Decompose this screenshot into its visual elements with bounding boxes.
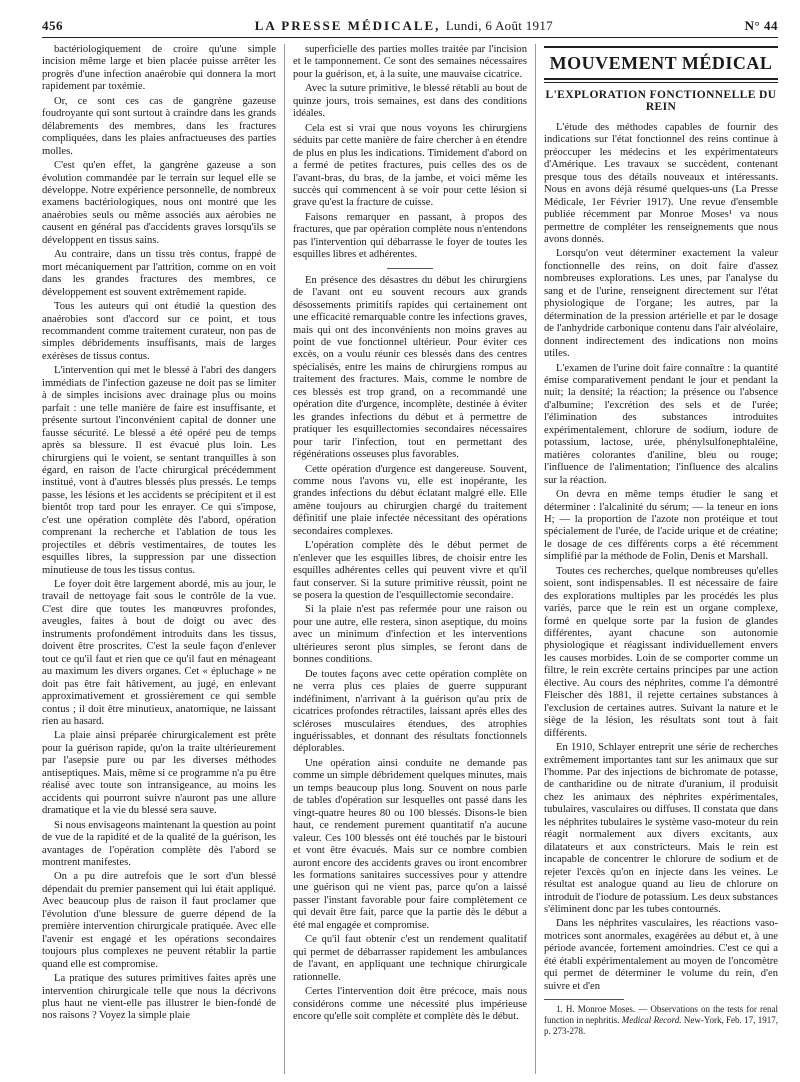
paragraph: Dans les néphrites vasculaires, les réactions vaso-motrices sont anormales, exagérées au début et, à une période avancée, fortement amoindries. C'est ce qui a été établi expérimentalement au moyen de l'oncomètre qui permet de déterminer le volume du rein, d'en suivre et d'en: [544, 918, 778, 992]
paragraph: Ce qu'il faut obtenir c'est un rendement qualitatif qui permet de débarrasser rapidement les ambulances de l'avant, en appliquant une technique chirurgicale rationnelle.: [293, 934, 527, 983]
paragraph: C'est qu'en effet, la gangrène gazeuse a son évolution commandée par le terrain sur lequel elle se développe. Notre expérience personnelle, de nombreux examens bactériologiques, nous ont montré que les anaérobies seuls ou même associés aux aérobies ne causent en général pas d'accidents graves lorsqu'ils se développent en tissus sains.: [42, 160, 276, 246]
footnote-journal: Medical Record.: [621, 1015, 682, 1026]
paragraph: L'examen de l'urine doit faire connaître : la quantité émise comparativement pendant le jour et pendant la nuit; la densité; la réaction; la présence ou l'absence d'albumine; l'excrétion des sels et de l'urée; l'élimination des substances introduites expérimentalement, chlorure de sodium, iodure de potassium, lactose, urée, phénylsulfonephtaléine, matières colorantes d'aniline, bleu ou rouge; l'influence de l'alimentation; l'influence des alcalins sur la réaction.: [544, 362, 778, 486]
paragraph: Une opération ainsi conduite ne demande pas comme un simple débridement quelques minutes, mais un temps beaucoup plus long. Souvent on nous parle de tables d'opération sur lesquelles ont passé dans les vingt-quatre heures 80 ou 100 blessés. Disons-le bien haut, ce rendement purement quantitatif n'a aucune valeur. Ces 100 blessés ont été touchés par le bistouri et vont être évacués. Mais sur ce nombre combien auront encore des accidents graves ou iront encombrer les formations sanitaires successives pour y attendre une guérison qui ne vient pas, parce qu'on a laissé passer l'instant favorable pour faire complètement ce qui devait être fait, parce que la partie dès le début a été mal engagée et compromise.: [293, 757, 527, 931]
paragraph: Cette opération d'urgence est dangereuse. Souvent, comme nous l'avons vu, elle est inopérante, les grandes infections du début éclatant malgré elle. Elle amène toujours au chirurgien chargé du traitement définitif une plaie infectée nécessitant des opérations secondaires complexes.: [293, 463, 527, 537]
paragraph: bactériologiquement de croire qu'une simple incision même large et bien placée puisse arrêter les progrès d'une infection anaérobie qui donnera la mort rapidement par toxémie.: [42, 44, 276, 93]
section-title: MOUVEMENT MÉDICAL: [549, 53, 773, 73]
page-header: [42, 18, 778, 38]
text-columns: [42, 44, 778, 1074]
section-rule-bottom: [544, 78, 778, 80]
issue-date: Lundi, 6 Août 1917: [445, 18, 553, 33]
footnote-ref: New-York, Feb. 17, 1917, p. 273-278.: [544, 1015, 778, 1037]
paragraph: Cela est si vrai que nous voyons les chirurgiens séduits par cette manière de faire chercher à en étendre de plus en plus les indications. Timidement d'abord on a fermé de petites fractures, puis celles des os de l'avant-bras, du bras, de la jambe, et voici même les succès qui commencent à se voir pour cette lésion si grave qu'est la fracture de cuisse.: [293, 122, 527, 209]
paragraph: On devra en même temps étudier le sang et déterminer : l'alcalinité du sérum; — la teneur en ions H; — la proportion de l'azote non protéique et tout spécialement de l'urée, de l'acide urique et de créatine; le dosage de ces différents corps a été récemment simplifié par la méthode de Folin, Denis et Marshall.: [544, 489, 778, 563]
paragraph: Tous les auteurs qui ont étudié la question des anaérobies sont d'accord sur ce point, et tous recommandent comme traitement curateur, non pas de simples débridements insuffisants, mais de larges exérèses de tissus contus.: [42, 301, 276, 362]
column-2-part-b: [293, 275, 527, 1024]
paragraph: Si nous envisageons maintenant la question au point de vue de la rapidité et de la qualité de la guérison, les avantages de l'opération complète dès l'abord se montrent manifestes.: [42, 819, 276, 868]
paragraph: Avec la suture primitive, le blessé rétabli au bout de quinze jours, trois semaines, est dans des conditions idéales.: [293, 83, 527, 120]
paragraph: La pratique des sutures primitives faites après une intervention chirurgicale telle que nous la décrivons plus haut ne vient-elle pas illustrer le bien-fondé de nos raisons ? Voyez la simple plaie: [42, 973, 276, 1022]
section-rule-thin: [544, 82, 778, 83]
page-number: 456: [42, 18, 63, 33]
paragraph: Au contraire, dans un tissu très contus, frappé de mort mécaniquement par l'attrition, comme on en voit dans les grandes fractures des membres, ce développement est souvent extrêmement rapide.: [42, 249, 276, 298]
paragraph: L'étude des méthodes capables de fournir des indications sur l'état fonctionnel des reins continue à préoccuper les médecins et les expérimentateurs d'Amérique. Les travaux se succèdent, contenant presque tous des détails nouveaux et intéressants. Nous en avons déjà résumé quelques-uns (La Presse Médicale, 1er Février 1917). Une revue d'ensemble publiée récemment par Monroe Moses¹ va nous permettre de compléter les renseignements que nous avons donnés.: [544, 121, 778, 245]
paragraph: De toutes façons avec cette opération complète on ne verra plus ces plaies de guerre suppurant indéfiniment, n'arrivant à la guérison qu'au prix de cicatrices profondes rétractiles, laissant après elles des scléroses musculaires étendues, des atrophies inguérissables, et donnant des résultats fonctionnels déplorables.: [293, 668, 527, 755]
paragraph: L'opération complète dès le début permet de n'enlever que les esquilles libres, de choisir entre les esquilles adhérentes celles qui peuvent vivre et qu'il faut conserver. Si la suture primitive réussit, point ne se posera la question de l'esquillectomie secondaire.: [293, 540, 527, 602]
issue-number: N° 44: [744, 18, 778, 33]
journal-title: [255, 18, 553, 34]
article-title: L'EXPLORATION FONCTIONNELLE DU REIN: [545, 89, 777, 114]
section-divider: [387, 268, 433, 269]
footnote-author: 1. H. Monroe Moses. —: [556, 1004, 648, 1015]
paragraph: Toutes ces recherches, quelque nombreuses qu'elles soient, sont indispensables. Il est nécessaire de faire des explorations multiples par les procédés les plus variés, parce que le rein est un organe complexe, formé en quelque sorte par la fusion de glandes différentes, ayant chacune son autonomie physiologique et réagissant individuellement envers les causes morbides. Loin de se comporter comme un filtre, le rein excrète certains principes par une action élective. Au cours des néphrites, comme l'a démontré Fleischer dès 1881, il rejette certaines substances à l'exclusion de certaines autres. Suivant la nature et le siège de la lésion, les résultats sont tout à fait différents.: [544, 565, 778, 739]
paragraph: Si la plaie n'est pas refermée pour une raison ou pour une autre, elle restera, sinon aseptique, du moins avec un minimum d'infection et les interventions ultérieures seront plus simples, se feront dans de bonnes conditions.: [293, 604, 527, 666]
footnote-rule: [544, 999, 624, 1000]
paragraph: superficielle des parties molles traitée par l'incision et le tamponnement. Ce sont des semaines nécessaires pour la guérison, et, à la suite, une mauvaise cicatrice.: [293, 44, 527, 80]
paragraph: L'intervention qui met le blessé à l'abri des dangers immédiats de l'infection gazeuse ne doit pas se limiter à de simples incisions avec drainage plus ou moins parfait : une telle manière de faire est insuffisante, et présente surtout l'inconvénient capital de donner une fausse sécurité. Le blessé a été opéré peu de temps après sa blessure. Il est évacué plus loin. Les chirurgiens qui le voient, se sentant tranquilles à son égard, en raison de l'acte chirurgical précédemment institué, vont à d'autres blessés plus pressés. Le temps passe, les lésions et les accidents se précipitent et il est bientôt trop tard pour les enrayer. Ce qui s'impose, c'est une opération complète dès l'abord, opération comprenant la recherche et l'ablation de tous les projectiles et débris vestimentaires, de toutes les esquilles libres, la suppression par une dissection minutieuse de tous les tissus contus.: [42, 365, 276, 576]
column-2-part-a: [293, 44, 527, 262]
column-1: [42, 44, 276, 1074]
paragraph: Le foyer doit être largement abordé, mis au jour, le travail de nettoyage fait sous le contrôle de la vue. C'est dire que toutes les manœuvres profondes, aveugles, faites à bout de doigt ou avec des instruments profondément introduits dans les tissus, doivent être proscrites. C'est la seule façon d'enlever tout ce qu'il faut et rien que ce qu'il faut en ménageant au maximum les divers organes. Cet « épluchage » ne doit pas être fait hâtivement, au jugé, en enlevant approximativement et grossièrement ce qui semble contus ; il doit être minutieux, anatomique, ne laissant rien au hasard.: [42, 579, 276, 728]
column-3: [535, 44, 778, 1074]
paragraph: Faisons remarquer en passant, à propos des fractures, que par opération complète nous n'entendons pas l'intervention qui débarrasse le foyer de toutes les esquilles libres et adhérentes.: [293, 211, 527, 261]
paragraph: On a pu dire autrefois que le sort d'un blessé dépendait du premier pansement qui lui était appliqué. Avec beaucoup plus de raison il faut proclamer que l'évolution d'une blessure de guerre dépend de la première intervention chirurgicale pratiquée. Avec elle l'avenir est engagé et les opérations secondaires toujours plus complexes ne peuvent rétablir la partie quand elle est compromise.: [42, 871, 276, 970]
section-rule-top: [544, 46, 778, 48]
column-2: [284, 44, 527, 1074]
article-body: [544, 122, 778, 993]
footnote-text: Observations on the tests for renal function in nephritis.: [544, 1004, 778, 1026]
paragraph: La plaie ainsi préparée chirurgicalement est prête pour la guérison rapide, qu'on la traite ultérieurement par l'asepsie pure ou par les diverses méthodes antiseptiques. Mais, même si ce programme n'a pu être réalisé avec toute son intransigeance, au moins les accidents qui pourront suivre n'auront pas une allure dramatique et la vie du blessé sera sauve.: [42, 730, 276, 817]
journal-name: LA PRESSE MÉDICALE,: [254, 18, 441, 33]
paragraph: Certes l'intervention doit être précoce, mais nous considérons comme une nécessité plus impérieuse encore qu'elle soit complète et complète dès le début.: [293, 986, 527, 1022]
paragraph: En 1910, Schlayer entreprit une série de recherches extrêmement importantes tant sur les animaux que sur l'homme. Par des injections de bichromate de potasse, de cantharidine ou de nitrate d'uranium, il produisit chez les animaux des néphrites expérimentales, tubulaires, vasculaires ou diffuses. Il constata que dans les néphrites tubulaires le système vaso-moteur du rein réagit normalement aux divers excitants, aux dilatateurs et aux constricteurs. Mais le rein est incapable de concentrer le chlorure de sodium et de rejeter l'excès qu'on en injecte dans les veines. Le résultat est analogue quand au lieu de chlorure on introduit de l'iodure de potassium. Les deux substances s'éliminent donc par les tubes contournés.: [544, 742, 778, 915]
paragraph: Or, ce sont ces cas de gangrène gazeuse foudroyante qui sont surtout à craindre dans les grands délabrements des membres, dans les fractures compliquées, dans les plaies anfractueuses des parties molles.: [42, 95, 276, 157]
paragraph: En présence des désastres du début les chirurgiens de l'avant ont eu souvent recours aux grands désossements primitifs rapides qui certainement ont une efficacité remarquable contre les infections graves, mais qui ont des inconvénients non moins graves au point de vue fonctionnel ultérieur. Pour éviter ces excès, on a voulu réunir ces blessés dans des centres spécialisés, entre les mains de chirurgiens rompus au traitement des fractures. Mais, comme le nombre de ces blessés est trop grand, on a recommandé une opération dite d'urgence, incomplète, destinée à éviter les grandes infections du début et à permettre de pratiquer les esquillectomies secondaires nécessaires pour tarir l'infection, tout en permettant des régénérations osseuses plus favorables.: [293, 274, 527, 461]
paragraph: Lorsqu'on veut déterminer exactement la valeur fonctionnelle des reins, on doit faire d'assez nombreuses explorations. Les unes, par l'analyse du sang et de l'urine, renseignent directement sur l'état physiologique de l'organe; les autres, par la détermination de la pression artérielle et par le dosage de l'anhydride carbonique contenu dans l'air alvéolaire, donnent indirectement des indications non moins utiles.: [544, 248, 778, 360]
footnote: [544, 1004, 778, 1037]
